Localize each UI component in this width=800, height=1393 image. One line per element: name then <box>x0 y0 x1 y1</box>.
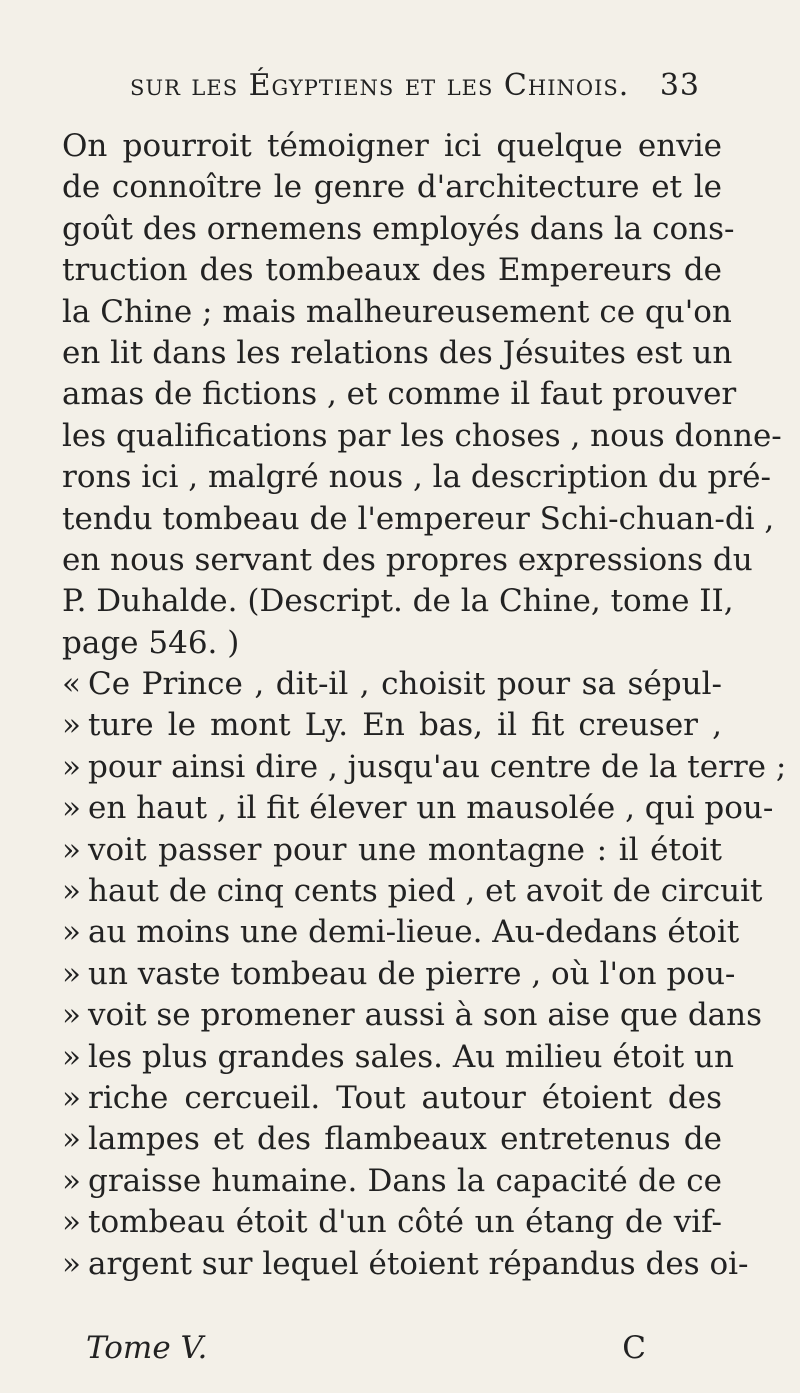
quote-mark: « <box>62 666 81 703</box>
page-footer <box>86 1330 646 1370</box>
quote-mark: » <box>62 1245 81 1282</box>
quote-line <box>62 1119 722 1160</box>
quote-text: tombeau étoit d'un côté un étang de vif- <box>88 1204 722 1241</box>
text-line: les qualifications par les choses , nous donne- <box>62 417 782 454</box>
text-line: rons ici , malgré nous , la description du pré- <box>62 459 771 496</box>
quote-line <box>62 664 722 705</box>
quote-mark: » <box>62 1162 81 1199</box>
quote-mark: » <box>62 748 81 785</box>
quote-line <box>62 954 736 995</box>
quote-line <box>62 747 787 788</box>
quote-line <box>62 995 763 1036</box>
text-line: goût des ornemens employés dans la cons- <box>62 210 735 247</box>
quote-text: ture le mont Ly. En bas, il fit creuser , <box>88 707 722 744</box>
quote-line <box>62 788 774 829</box>
running-title: sur les Égyptiens et les Chinois. <box>130 68 630 103</box>
text-line: page 546. ) <box>62 624 240 661</box>
quote-mark: » <box>62 997 81 1034</box>
quote-line <box>62 1161 722 1202</box>
quote-text: en haut , il fit élever un mausolée , qui pou- <box>88 790 774 827</box>
signature-mark: C <box>622 1330 646 1366</box>
quote-line <box>62 705 722 746</box>
quote-line <box>62 871 763 912</box>
text-line: amas de fictions , et comme il faut prouver <box>62 376 737 413</box>
quote-mark: » <box>62 955 81 992</box>
quote-text: pour ainsi dire , jusqu'au centre de la terre ; <box>88 748 787 785</box>
quote-line <box>62 1037 734 1078</box>
quote-text: riche cercueil. Tout autour étoient des <box>88 1079 722 1116</box>
running-header <box>130 68 700 108</box>
text-line: P. Duhalde. (Descript. de la Chine, tome II, <box>62 583 734 620</box>
body-text <box>62 126 787 1285</box>
text-line: de connoître le genre d'architecture et le <box>62 169 722 206</box>
text-line: On pourroit témoigner ici quelque envie <box>62 128 722 164</box>
quote-mark: » <box>62 1038 81 1075</box>
quote-text: les plus grandes sales. Au milieu étoit un <box>88 1038 734 1075</box>
quote-text: lampes et des flambeaux entretenus de <box>88 1121 722 1158</box>
quote-mark: » <box>62 1204 81 1241</box>
quote-mark: » <box>62 831 81 868</box>
volume-label: Tome V. <box>86 1330 208 1366</box>
quote-text: au moins une demi-lieue. Au-dedans étoit <box>88 914 740 951</box>
page-number: 33 <box>659 68 700 103</box>
quote-mark: » <box>62 914 81 951</box>
quote-text: argent sur lequel étoient répandus des oi- <box>88 1245 749 1282</box>
quote-text: un vaste tombeau de pierre , où l'on pou- <box>88 955 736 992</box>
text-line: tendu tombeau de l'empereur Schi-chuan-di , <box>62 500 775 537</box>
quote-mark: » <box>62 873 81 910</box>
quote-text: graisse humaine. Dans la capacité de ce <box>88 1162 722 1199</box>
text-line: en nous servant des propres expressions du <box>62 541 753 578</box>
quote-text: haut de cinq cents pied , et avoit de circuit <box>88 873 763 910</box>
quote-mark: » <box>62 790 81 827</box>
quote-line <box>62 1244 749 1285</box>
quote-line <box>62 912 740 953</box>
text-line: truction des tombeaux des Empereurs de <box>62 252 722 289</box>
quote-mark: » <box>62 1079 81 1116</box>
quote-text: voit se promener aussi à son aise que dans <box>88 997 763 1034</box>
quote-text: voit passer pour une montagne : il étoit <box>88 831 722 868</box>
text-line: en lit dans les relations des Jésuites est un <box>62 334 733 371</box>
text-line: la Chine ; mais malheureusement ce qu'on <box>62 293 732 330</box>
quote-mark: » <box>62 1121 81 1158</box>
quote-line <box>62 1202 722 1243</box>
quote-mark: » <box>62 707 81 744</box>
quote-text: Ce Prince , dit-il , choisit pour sa sépul- <box>88 666 722 703</box>
quote-line <box>62 830 722 871</box>
quote-line <box>62 1078 722 1119</box>
